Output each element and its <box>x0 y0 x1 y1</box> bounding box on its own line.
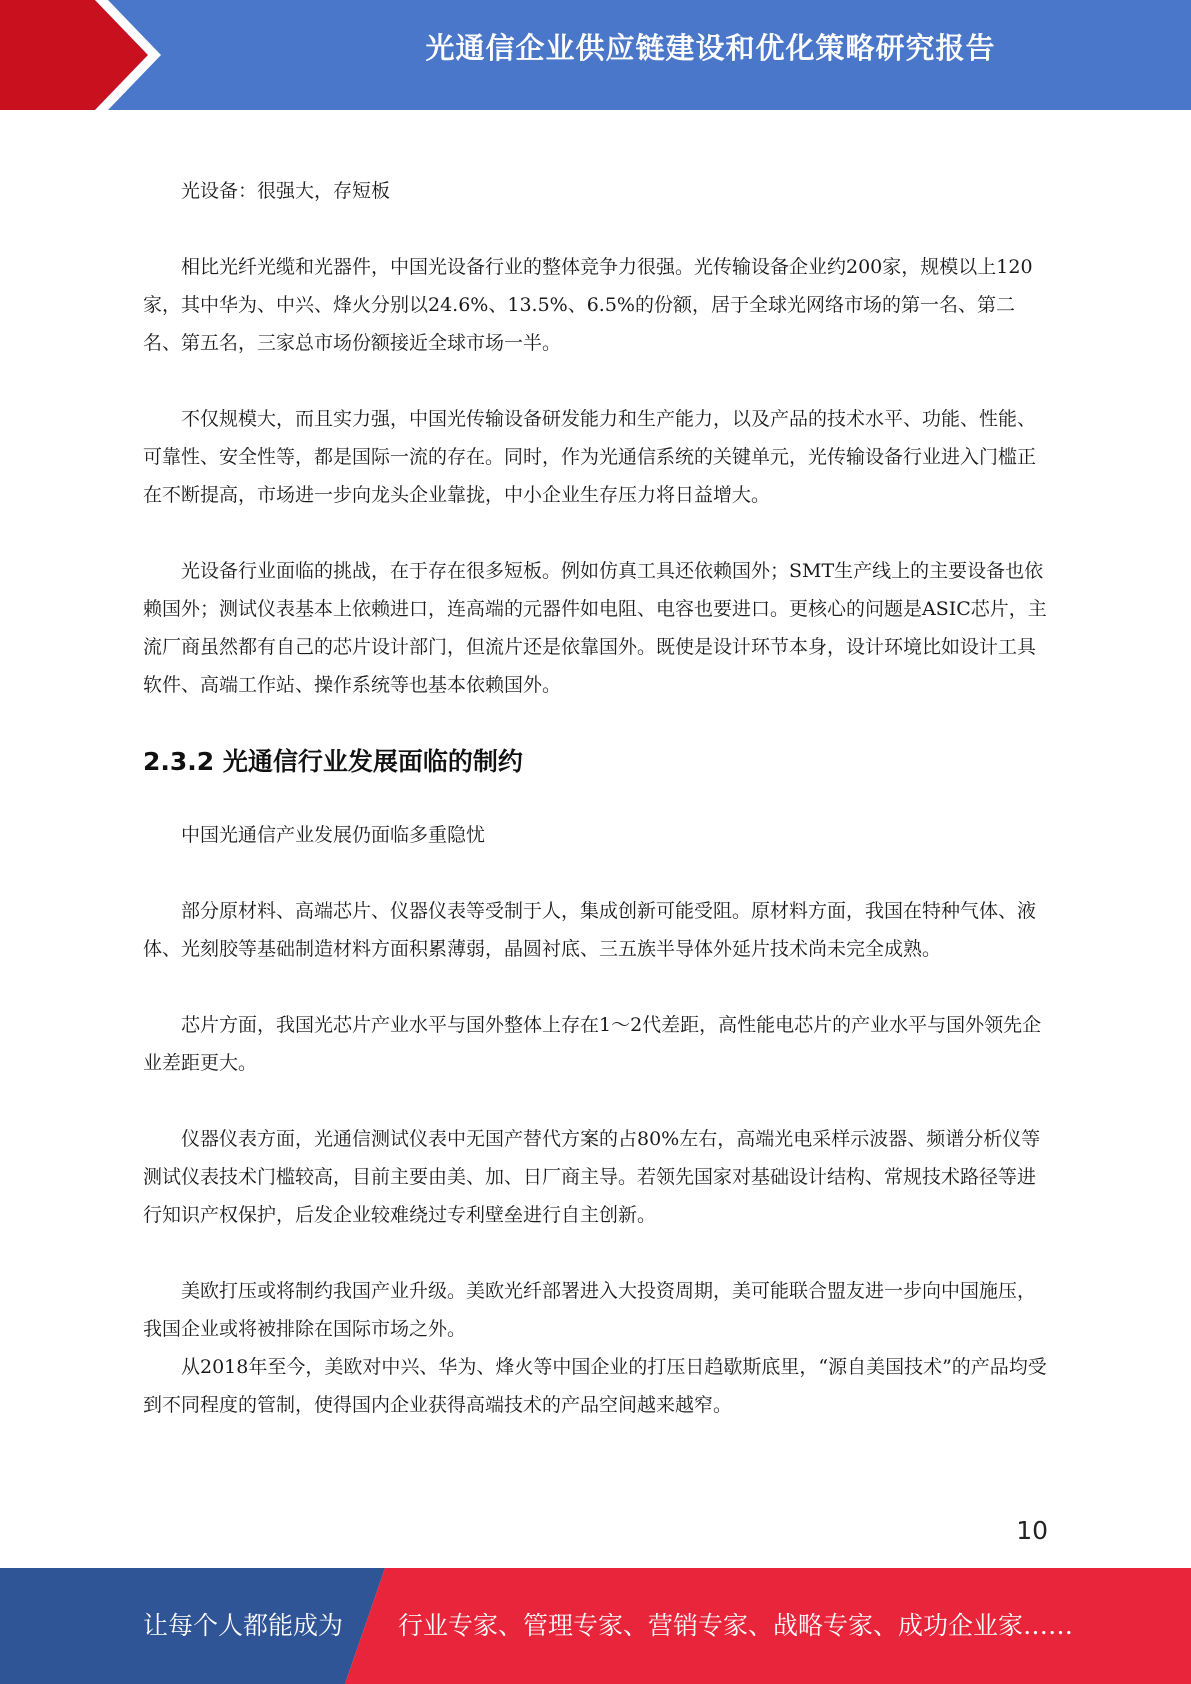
footer-slogan-right: 行业专家、管理专家、营销专家、战略专家、成功企业家…… <box>398 1611 1074 1640</box>
section-heading: 2.3.2 光通信行业发展面临的制约 <box>143 747 523 776</box>
document-body <box>143 172 1048 1462</box>
page-footer <box>0 1568 1191 1684</box>
footer-slogan-left: 让每个人都能成为 <box>143 1611 344 1640</box>
paragraph: 光设备行业面临的挑战，在于存在很多短板。例如仿真工具还依赖国外；SMT生产线上的主要设备也依赖国外；测试仪表基本上依赖进口，连高端的元器件如电阻、电容也要进口。更核心的问题是ASIC芯片，主流厂商虽然都有自己的芯片设计部门，但流片还是依靠国外。既使是设计环节本身，设计环境比如设计工具软件、高端工作站、操作系统等也基本依赖国外。 <box>143 560 1047 696</box>
paragraph: 芯片方面，我国光芯片产业水平与国外整体上存在1～2代差距，高性能电芯片的产业水平与国外领先企业差距更大。 <box>143 1014 1042 1074</box>
paragraph: 相比光纤光缆和光器件，中国光设备行业的整体竞争力很强。光传输设备企业约200家，规模以上120家，其中华为、中兴、烽火分别以24.6%、13.5%、6.5%的份额，居于全球光网络市场的第一名、第二名、第五名，三家总市场份额接近全球市场一半。 <box>143 256 1033 354</box>
page-header <box>0 0 1191 110</box>
paragraph: 仪器仪表方面，光通信测试仪表中无国产替代方案的占80%左右，高端光电采样示波器、频谱分析仪等测试仪表技术门槛较高，目前主要由美、加、日厂商主导。若领先国家对基础设计结构、常规技术路径等进行知识产权保护，后发企业较难绕过专利壁垒进行自主创新。 <box>143 1128 1041 1226</box>
page-number: 10 <box>1016 1516 1048 1545</box>
paragraph: 中国光通信产业发展仍面临多重隐忧 <box>181 824 486 846</box>
paragraph: 美欧打压或将制约我国产业升级。美欧光纤部署进入大投资周期，美可能联合盟友进一步向中国施压，我国企业或将被排除在国际市场之外。 <box>143 1280 1037 1340</box>
paragraph: 不仅规模大，而且实力强，中国光传输设备研发能力和生产能力，以及产品的技术水平、功能、性能、可靠性、安全性等，都是国际一流的存在。同时，作为光通信系统的关键单元，光传输设备行业进入门槛正在不断提高，市场进一步向龙头企业靠拢，中小企业生存压力将日益增大。 <box>143 408 1037 506</box>
paragraph: 从2018年至今，美欧对中兴、华为、烽火等中国企业的打压日趋歇斯底里，“源自美国技术”的产品均受到不同程度的管制，使得国内企业获得高端技术的产品空间越来越窄。 <box>143 1356 1047 1416</box>
paragraph: 部分原材料、高端芯片、仪器仪表等受制于人，集成创新可能受阻。原材料方面，我国在特种气体、液体、光刻胶等基础制造材料方面积累薄弱，晶圆衬底、三五族半导体外延片技术尚未完全成熟。 <box>143 900 1037 960</box>
header-title: 光通信企业供应链建设和优化策略研究报告 <box>425 31 996 65</box>
paragraph: 光设备：很强大，存短板 <box>181 180 391 202</box>
